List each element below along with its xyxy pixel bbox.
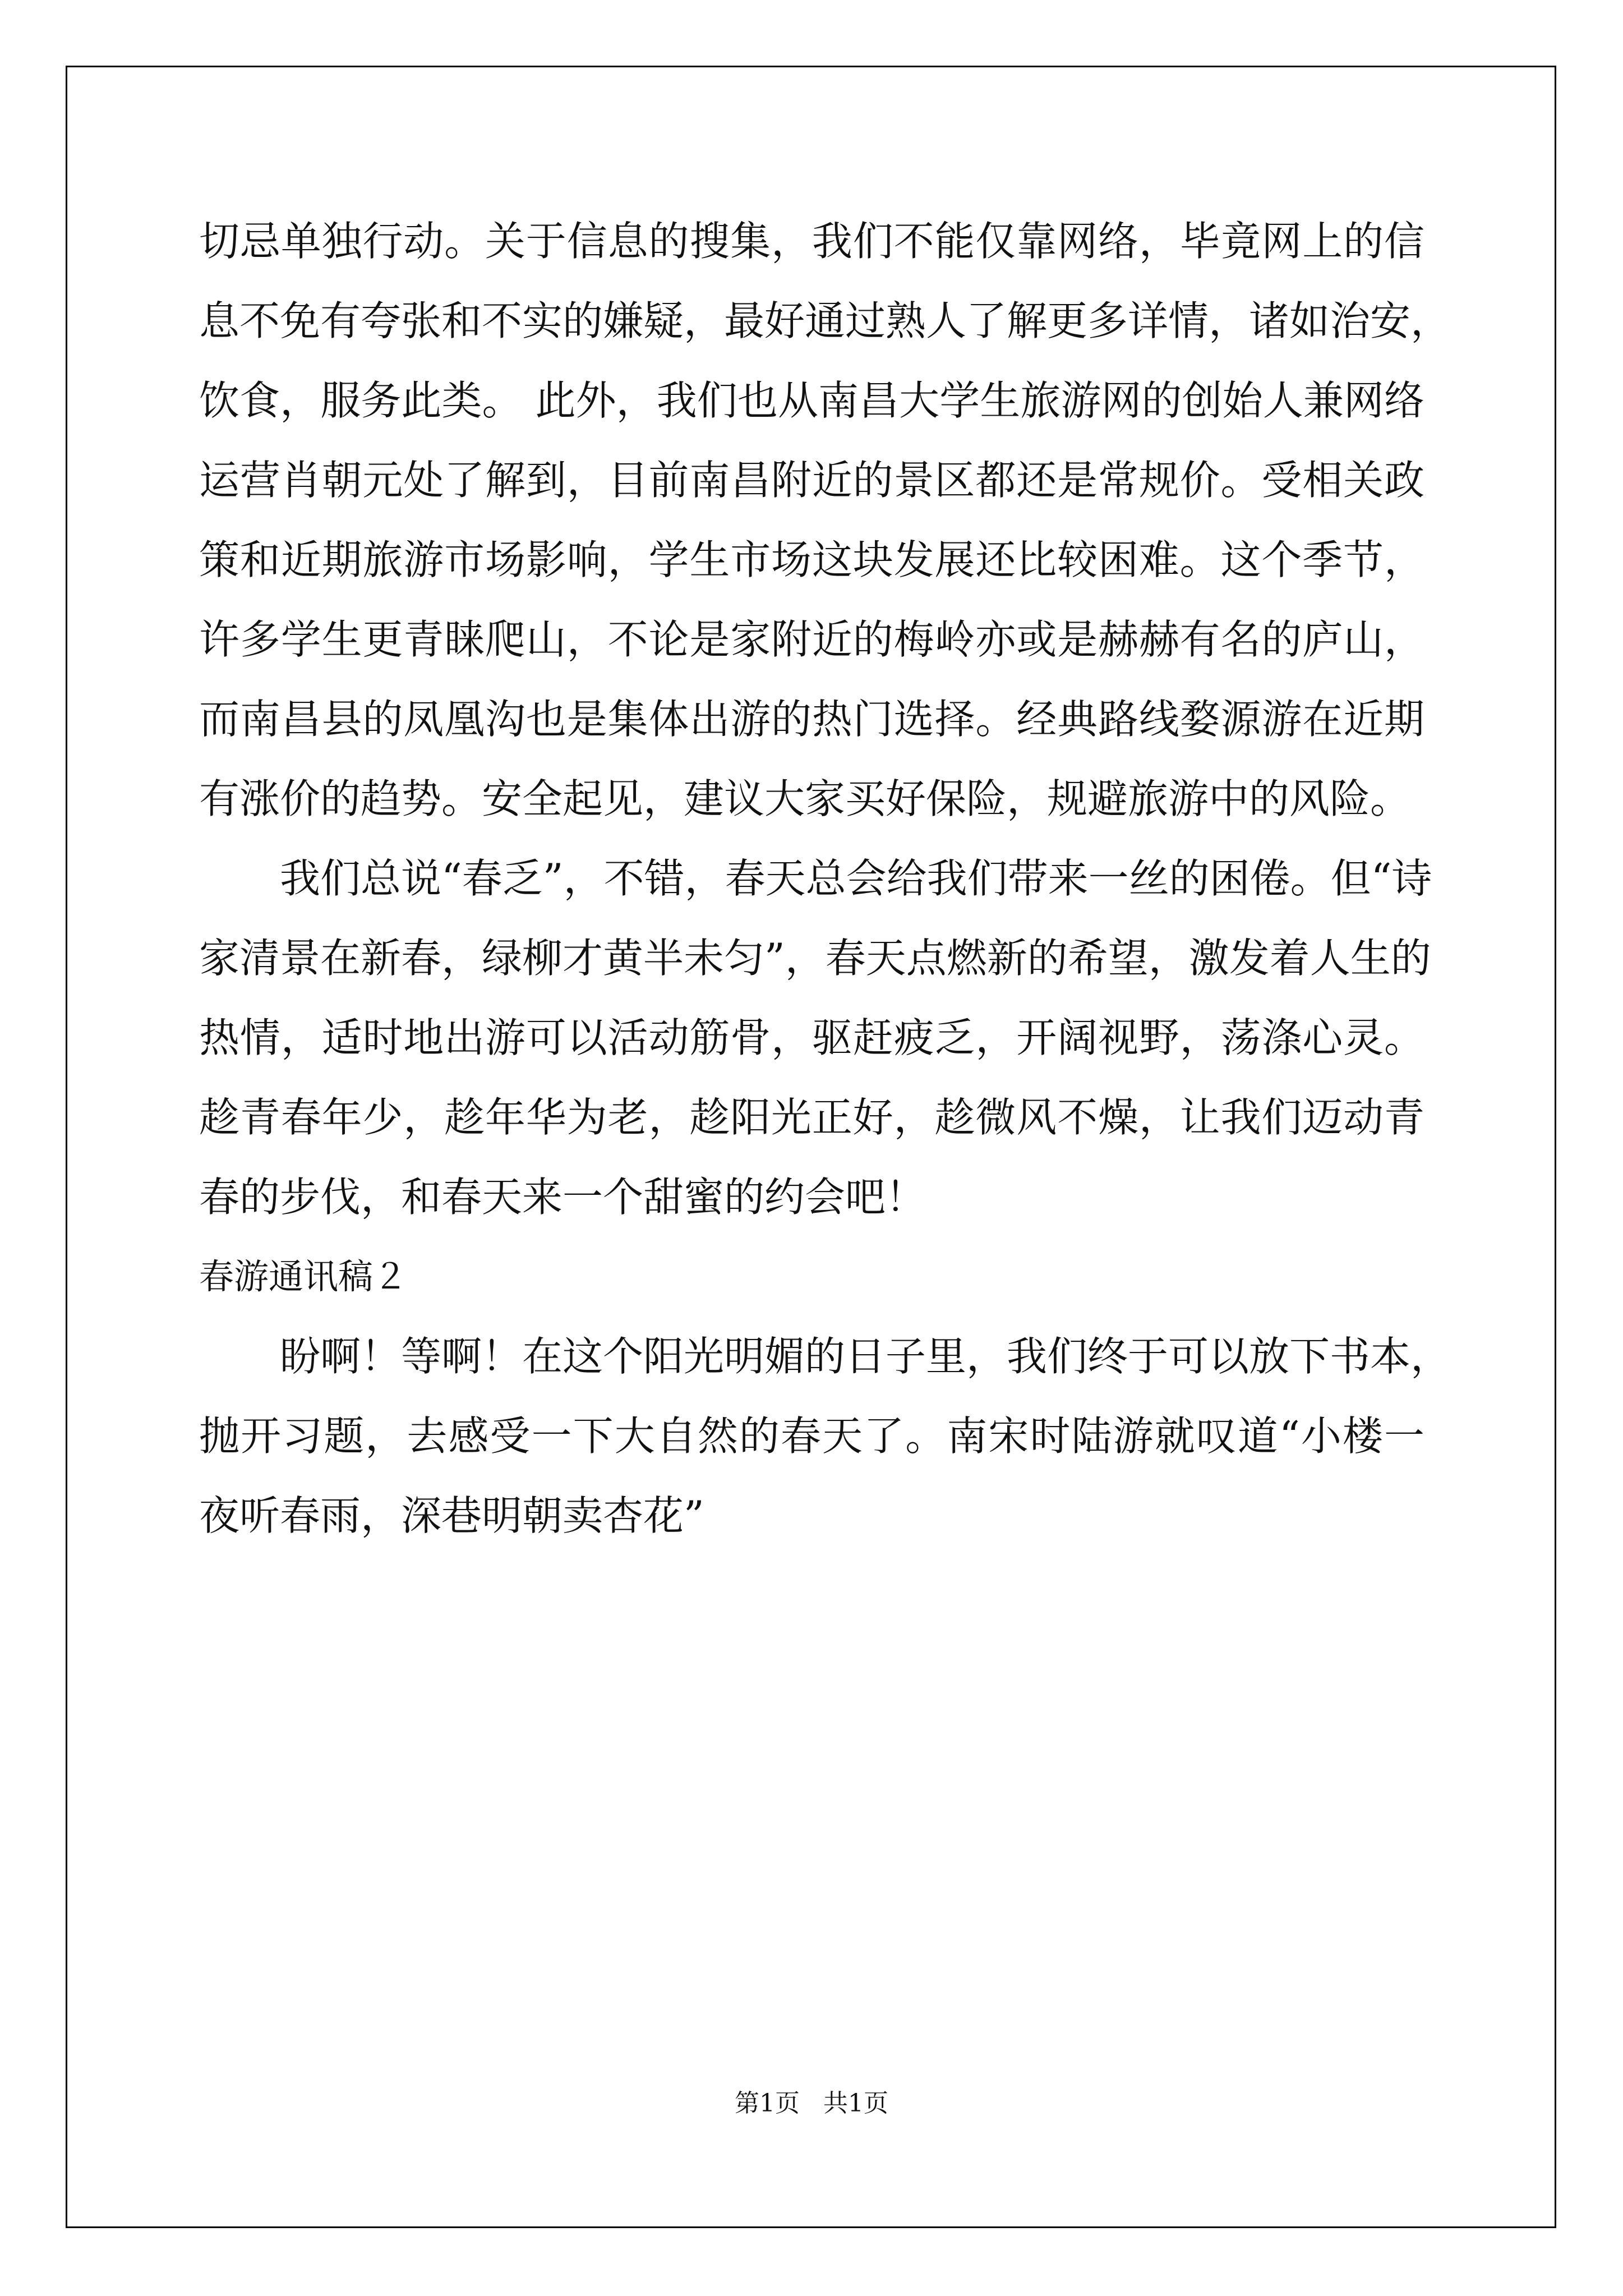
page-number: 第1页	[735, 2089, 800, 2118]
paragraph-line: 抛开习题，去感受一下大自然的春天了。南宋时陆游就叹道“小楼一	[199, 1412, 1424, 1460]
paragraph-line: 息不免有夸张和不实的嫌疑，最好通过熟人了解更多详情，诸如治安，	[199, 297, 1451, 344]
section-heading: 春游通讯稿２	[199, 1256, 408, 1297]
paragraph-line: 趁青春年少，趁年华为老，趁阳光正好，趁微风不燥，让我们迈动青	[199, 1094, 1424, 1141]
paragraph-line: 我们总说“春乏”，不错，春天总会给我们带来一丝的困倦。但“诗	[280, 855, 1432, 902]
paragraph-line: 饮食，服务此类。 此外，我们也从南昌大学生旅游网的创始人兼网络	[199, 377, 1424, 424]
paragraph-line: 盼啊！等啊！在这个阳光明媚的日子里，我们终于可以放下书本，	[280, 1333, 1451, 1380]
paragraph-line: 而南昌县的凤凰沟也是集体出游的热门选择。经典路线婺源游在近期	[199, 696, 1424, 743]
paragraph-line: 夜听春雨，深巷明朝卖杏花”	[199, 1492, 704, 1539]
paragraph-line: 运营肖朝元处了解到，目前南昌附近的景区都还是常规价。受相关政	[199, 457, 1424, 504]
page-footer	[0, 2087, 1623, 2120]
paragraph-line: 有涨价的趋势。安全起见，建议大家买好保险，规避旅游中的风险。	[199, 775, 1411, 822]
paragraph-line: 热情，适时地出游可以活动筋骨，驱赶疲乏，开阔视野，荡涤心灵。	[199, 1014, 1424, 1061]
paragraph-line: 家清景在新春，绿柳才黄半未匀”，春天点燃新的希望，激发着人生的	[199, 935, 1431, 982]
paragraph-line: 策和近期旅游市场影响，学生市场这块发展还比较困难。这个季节，	[199, 536, 1424, 583]
paragraph-line: 切忌单独行动。关于信息的搜集，我们不能仅靠网络，毕竟网上的信	[199, 218, 1424, 265]
paragraph-line: 许多学生更青睐爬山，不论是家附近的梅岭亦或是赫赫有名的庐山，	[199, 616, 1424, 663]
page-total: 共1页	[823, 2089, 888, 2118]
paragraph-line: 春的步伐，和春天来一个甜蜜的约会吧！	[199, 1174, 926, 1221]
